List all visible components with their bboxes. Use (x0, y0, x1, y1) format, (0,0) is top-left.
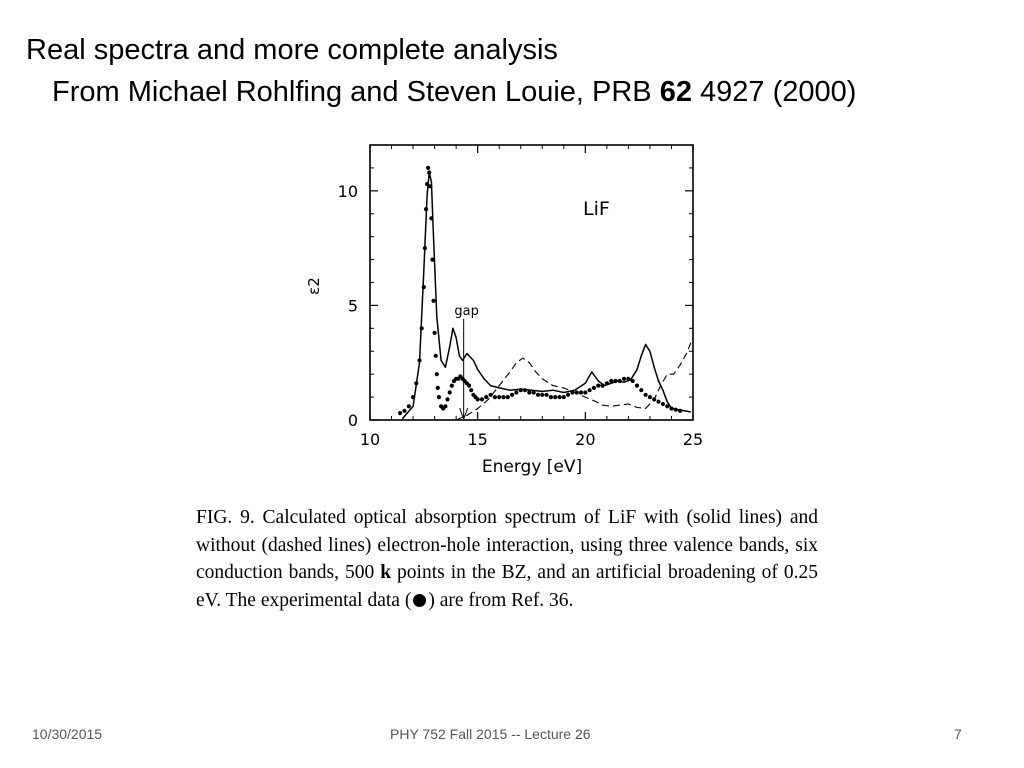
data-point (618, 379, 622, 383)
data-point (431, 299, 435, 303)
y-tick-label: 5 (347, 296, 358, 316)
axis-ticks (370, 145, 693, 420)
data-point (665, 404, 669, 408)
data-point (402, 409, 406, 413)
footer-page-number: 7 (954, 726, 962, 742)
data-point (639, 388, 643, 392)
data-point (433, 331, 437, 335)
data-point (579, 390, 583, 394)
y-tick-label: 0 (347, 411, 358, 430)
gap-annotation (454, 304, 478, 419)
data-point (523, 388, 527, 392)
data-point (557, 395, 561, 399)
inset-label: LiF (583, 198, 610, 220)
data-point (476, 397, 480, 401)
data-point (414, 381, 418, 385)
data-point (592, 386, 596, 390)
data-point (669, 406, 673, 410)
data-point (596, 384, 600, 388)
x-tick-label: 10 (359, 430, 381, 449)
slide-title: Real spectra and more complete analysis (26, 34, 558, 66)
data-point (469, 388, 473, 392)
caption-k: k (380, 562, 392, 583)
data-point (519, 388, 523, 392)
data-point (588, 388, 592, 392)
x-axis-label: Energy [eV] (481, 457, 583, 477)
data-point (514, 390, 518, 394)
data-point (652, 397, 656, 401)
data-point (436, 386, 440, 390)
data-point (540, 393, 544, 397)
slide-subtitle (52, 76, 856, 109)
data-point (506, 395, 510, 399)
data-point (613, 379, 617, 383)
footer-course: PHY 752 Fall 2015 -- Lecture 26 (390, 726, 591, 742)
data-point (417, 358, 421, 362)
data-point (428, 184, 432, 188)
subtitle-prefix: From Michael Rohlfing and Steven Louie, PRB (52, 76, 660, 108)
data-point (448, 390, 452, 394)
data-point (427, 170, 431, 174)
data-point (424, 207, 428, 211)
data-point (570, 390, 574, 394)
data-point (467, 384, 471, 388)
caption-tail: ) are from Ref. 36. (428, 589, 574, 611)
data-point (583, 390, 587, 394)
caption-lead: FIG. 9. Calculated optical absorption spectrum of LiF with (solid lines) and without (dashed lines) electron-hole interaction, using three valence bands, six conduction bands, 500 (196, 507, 818, 583)
data-point (430, 258, 434, 262)
absorption-spectrum-chart (300, 140, 720, 490)
footer-date: 10/30/2015 (32, 726, 103, 742)
data-point (443, 404, 447, 408)
data-point (493, 395, 497, 399)
data-point (423, 246, 427, 250)
data-point (674, 408, 678, 412)
data-point (484, 395, 488, 399)
data-point (562, 395, 566, 399)
y-tick-label: 10 (337, 181, 358, 201)
data-point (480, 397, 484, 401)
data-point (429, 216, 433, 220)
data-point (407, 404, 411, 408)
data-point (501, 395, 505, 399)
filled-dot-icon (413, 594, 426, 607)
x-tick-label: 25 (682, 430, 704, 449)
data-point (434, 354, 438, 358)
plot-frame (370, 145, 693, 420)
data-point (420, 326, 424, 330)
data-point (656, 400, 660, 404)
data-point (426, 166, 430, 170)
data-point (631, 379, 635, 383)
subtitle-suffix: 4927 (2000) (691, 76, 857, 108)
data-point (545, 393, 549, 397)
data-point (609, 379, 613, 383)
y-tick-labels (338, 182, 358, 430)
gap-label: gap (454, 304, 479, 319)
series-experimental-data (398, 166, 682, 415)
data-point (510, 393, 514, 397)
data-point (648, 395, 652, 399)
data-point (553, 395, 557, 399)
data-point (661, 402, 665, 406)
data-point (497, 395, 501, 399)
data-point (626, 377, 630, 381)
data-point (489, 393, 493, 397)
data-point (450, 384, 454, 388)
subtitle-volume: 62 (659, 76, 692, 108)
data-point (644, 393, 648, 397)
data-point (435, 372, 439, 376)
x-tick-labels (360, 430, 703, 449)
data-point (575, 390, 579, 394)
caption-mid: points in the BZ, and an artificial broadening of 0.25 eV. The experimental data ( (196, 562, 818, 611)
data-point (411, 395, 415, 399)
data-point (422, 285, 426, 289)
x-tick-label: 15 (467, 430, 488, 449)
data-point (678, 409, 682, 413)
data-point (635, 384, 639, 388)
data-point (445, 397, 449, 401)
data-point (566, 393, 570, 397)
data-point (605, 381, 609, 385)
figure-caption (196, 504, 818, 614)
data-point (536, 393, 540, 397)
data-point (601, 384, 605, 388)
data-point (398, 411, 402, 415)
x-tick-label: 20 (575, 430, 596, 449)
y-axis-label: ε2 (305, 277, 323, 295)
data-point (437, 395, 441, 399)
data-point (549, 395, 553, 399)
data-point (532, 390, 536, 394)
data-point (527, 390, 531, 394)
data-point (622, 377, 626, 381)
